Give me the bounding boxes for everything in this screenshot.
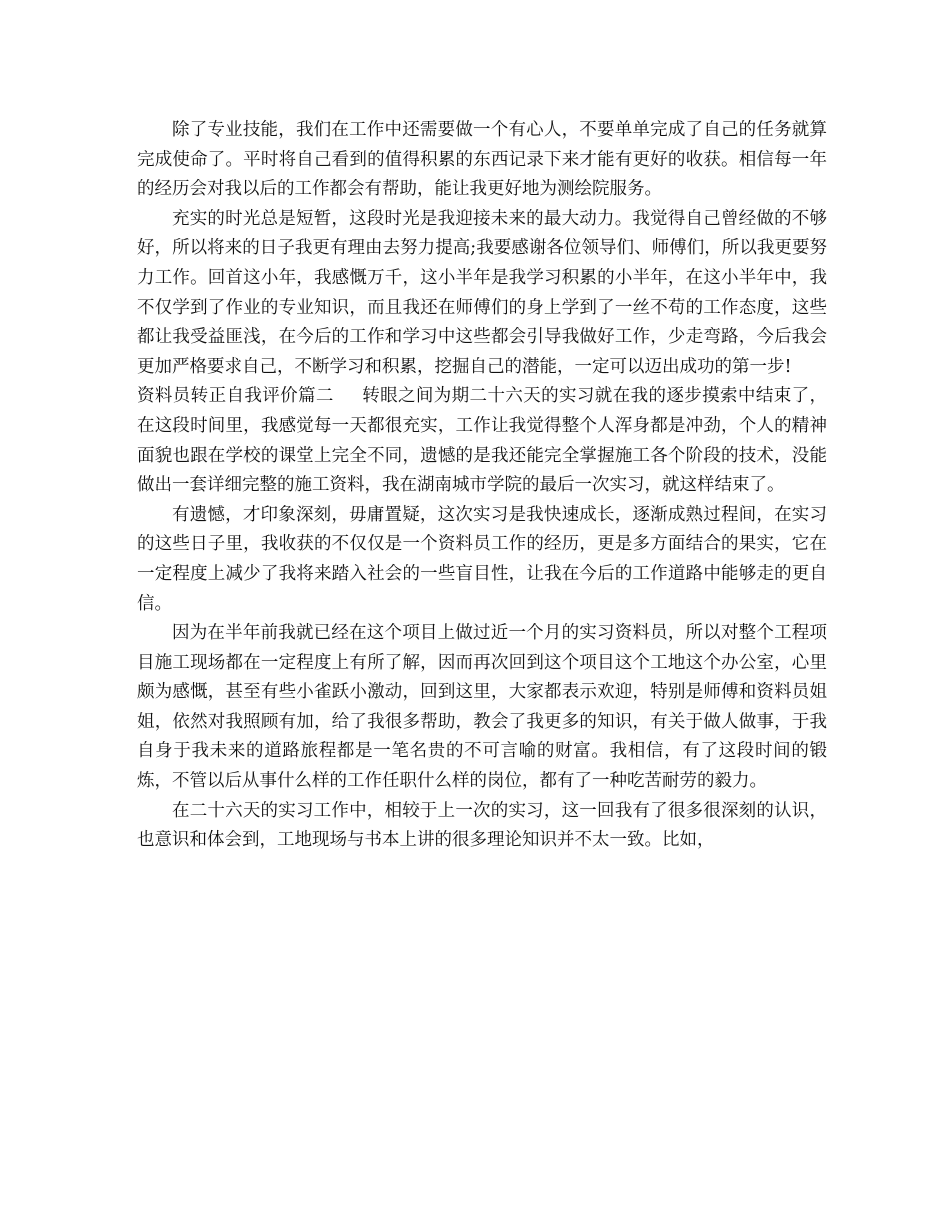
- paragraph-4: 有遗憾，才印象深刻，毋庸置疑，这次实习是我快速成长，逐渐成熟过程间，在实习的这些日子里，我收获的不仅仅是一个资料员工作的经历，更是多方面结合的果实，它在一定程度上减少了我将来踏入社会的一些盲目性，让我在今后的工作道路中能够走的更自信。: [137, 504, 827, 614]
- document-body: [137, 116, 827, 856]
- paragraph-1: 除了专业技能，我们在工作中还需要做一个有心人，不要单单完成了自己的任务就算完成使命了。平时将自己看到的值得积累的东西记录下来才能有更好的收获。相信每一年的经历会对我以后的工作都会有帮助，能让我更好地为测绘院服务。: [137, 120, 827, 200]
- section-heading: 资料员转正自我评价篇二: [137, 386, 334, 407]
- paragraph-3: [137, 382, 827, 500]
- paragraph-2: 充实的时光总是短暂，这段时光是我迎接未来的最大动力。我觉得自己曾经做的不够好，所以将来的日子我更有理由去努力提高;我要感谢各位领导们、师傅们，所以我更要努力工作。回首这小年，我感慨万千，这小半年是我学习积累的小半年，在这小半年中，我不仅学到了作业的专业知识，而且我还在师傅们的身上学到了一丝不苟的工作态度，这些都让我受益匪浅，在今后的工作和学习中这些都会引导我做好工作，少走弯路，今后我会更加严格要求自己，不断学习和积累，挖掘自己的潜能，一定可以迈出成功的第一步!: [137, 208, 827, 377]
- paragraph-5: 因为在半年前我就已经在这个项目上做过近一个月的实习资料员，所以对整个工程项目施工现场都在一定程度上有所了解，因而再次回到这个项目这个工地这个办公室，心里颇为感慨，甚至有些小雀跃小激动，回到这里，大家都表示欢迎，特别是师傅和资料员姐姐，依然对我照顾有加，给了我很多帮助，教会了我更多的知识，有关于做人做事，于我自身于我未来的道路旅程都是一笔名贵的不可言喻的财富。我相信，有了这段时间的锻炼，不管以后从事什么样的工作任职什么样的岗位，都有了一种吃苦耐劳的毅力。: [137, 623, 827, 792]
- paragraph-3-text: 转眼之间为期二十六天的实习就在我的逐步摸索中结束了，在这段时间里，我感觉每一天都很充实，工作让我觉得整个人浑身都是冲劲，个人的精神面貌也跟在学校的课堂上完全不同，遗憾的是我还能完全掌握施工各个阶段的技术，没能做出一套详细完整的施工资料，我在湖南城市学院的最后一次实习，就这样结束了。: [137, 386, 827, 496]
- paragraph-6: 在二十六天的实习工作中，相较于上一次的实习，这一回我有了很多很深刻的认识，也意识和体会到，工地现场与书本上讲的很多理论知识并不太一致。比如，: [137, 800, 827, 851]
